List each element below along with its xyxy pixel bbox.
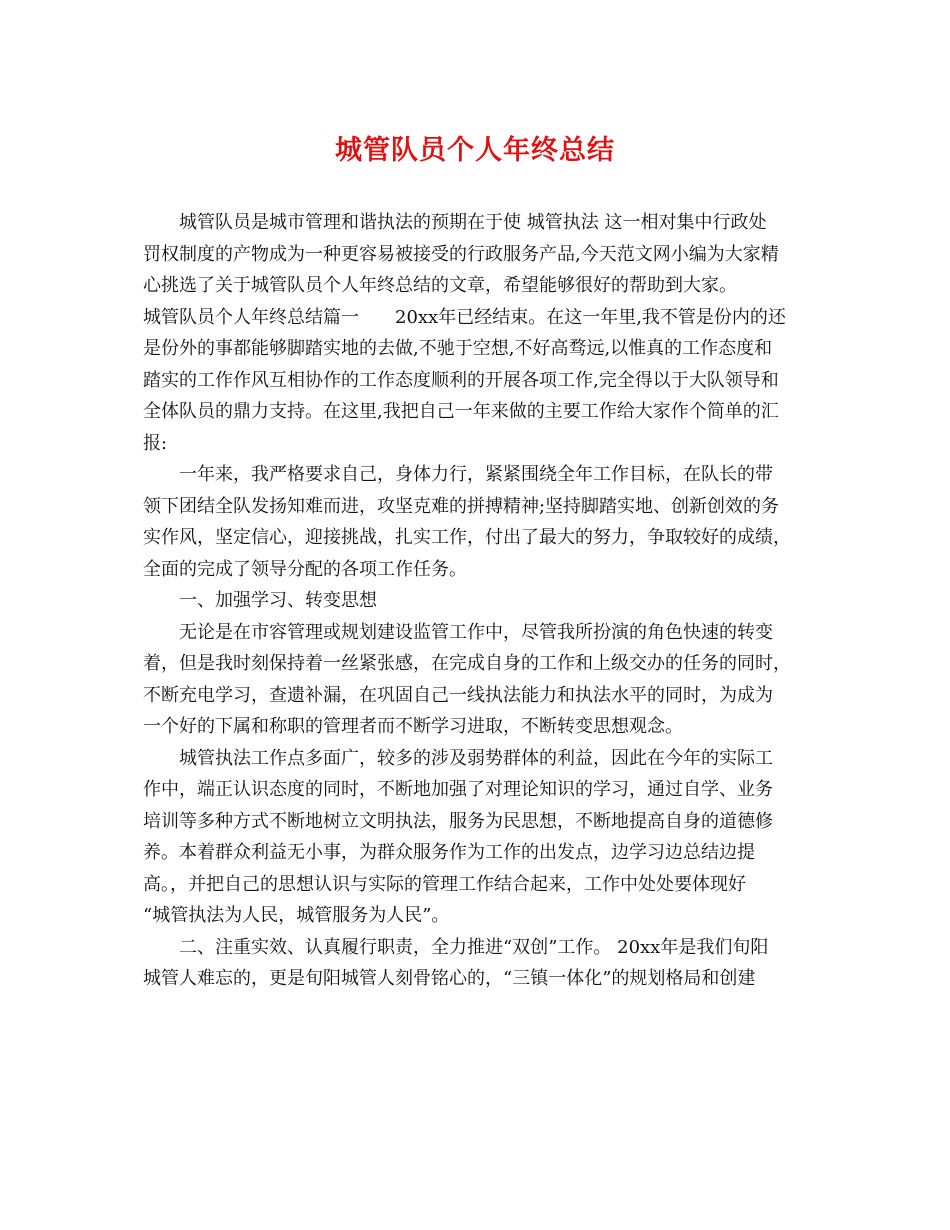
text-line: 二、注重实效、认真履行职责，全力推进“双创”工作。 20xx年是我们旬阳 xyxy=(179,936,769,958)
text-line: 无论是在市容管理或规划建设监管工作中，尽管我所扮演的角色快速的转变 xyxy=(179,621,773,643)
text-line: 踏实的工作作风互相协作的工作态度顺利的开展各项工作,完全得以于大队领导和 xyxy=(143,369,779,391)
text-line: 城管人难忘的，更是旬阳城管人刻骨铭心的，“三镇一体化”的规划格局和创建 xyxy=(143,968,756,989)
text-line: 城管队员个人年终总结篇一 20xx年已经结束。在这一年里,我不管是份内的还 xyxy=(143,306,786,328)
text-line: 城管执法工作点多面广，较多的涉及弱势群体的利益，因此在今年的实际工 xyxy=(179,747,773,769)
text-line: 报: xyxy=(143,432,168,454)
text-line: 是份外的事都能够脚踏实地的去做,不驰于空想,不好高骛远,以惟真的工作态度和 xyxy=(143,338,773,359)
text-line: 着，但是我时刻保持着一丝紧张感，在完成自身的工作和上级交办的任务的同时， xyxy=(143,653,791,674)
text-line: 培训等多种方式不断地树立文明执法，服务为民思想，不断地提高自身的道德修 xyxy=(143,810,773,832)
text-line: 一、加强学习、转变思想 xyxy=(179,590,377,611)
text-line: 实作风，坚定信心，迎接挑战，扎实工作，付出了最大的努力，争取较好的成绩， xyxy=(143,527,791,548)
text-line: 全面的完成了领导分配的各项工作任务。 xyxy=(143,558,467,580)
text-line: 领下团结全队发扬知难而进，攻坚克难的拼搏精神;坚持脚踏实地、创新创效的务 xyxy=(143,495,780,517)
text-line: 全体队员的鼎力支持。在这里,我把自己一年来做的主要工作给大家作个简单的汇 xyxy=(143,401,779,422)
text-line: 不断充电学习，查遗补漏，在巩固自己一线执法能力和执法水平的同时，为成为 xyxy=(143,684,773,706)
document-body xyxy=(143,207,808,995)
text-line: 城管队员是城市管理和谐执法的预期在于使 城管执法 这一相对集中行政处 xyxy=(179,212,767,233)
text-line: 高。，并把自己的思想认识与实际的管理工作结合起来，工作中处处要体现好 xyxy=(143,873,746,895)
text-line: 一个好的下属和称职的管理者而不断学习进取，不断转变思想观念。 xyxy=(143,716,683,737)
text-line: 作中，端正认识态度的同时，不断地加强了对理论知识的学习，通过自学、业务 xyxy=(143,779,773,800)
text-line: 养。本着群众利益无小事，为群众服务作为工作的出发点，边学习边总结边提 xyxy=(143,842,755,863)
text-line: 一年来，我严格要求自己，身体力行，紧紧围绕全年工作目标，在队长的带 xyxy=(179,464,773,485)
text-line: 心挑选了关于城管队员个人年终总结的文章，希望能够很好的帮助到大家。 xyxy=(143,275,737,296)
text-line: 罚权制度的产物成为一种更容易被接受的行政服务产品,今天范文网小编为大家精 xyxy=(143,243,779,265)
document-title: 城管队员个人年终总结 xyxy=(335,135,615,166)
text-line: “城管执法为人民，城管服务为人民”。 xyxy=(143,905,450,926)
